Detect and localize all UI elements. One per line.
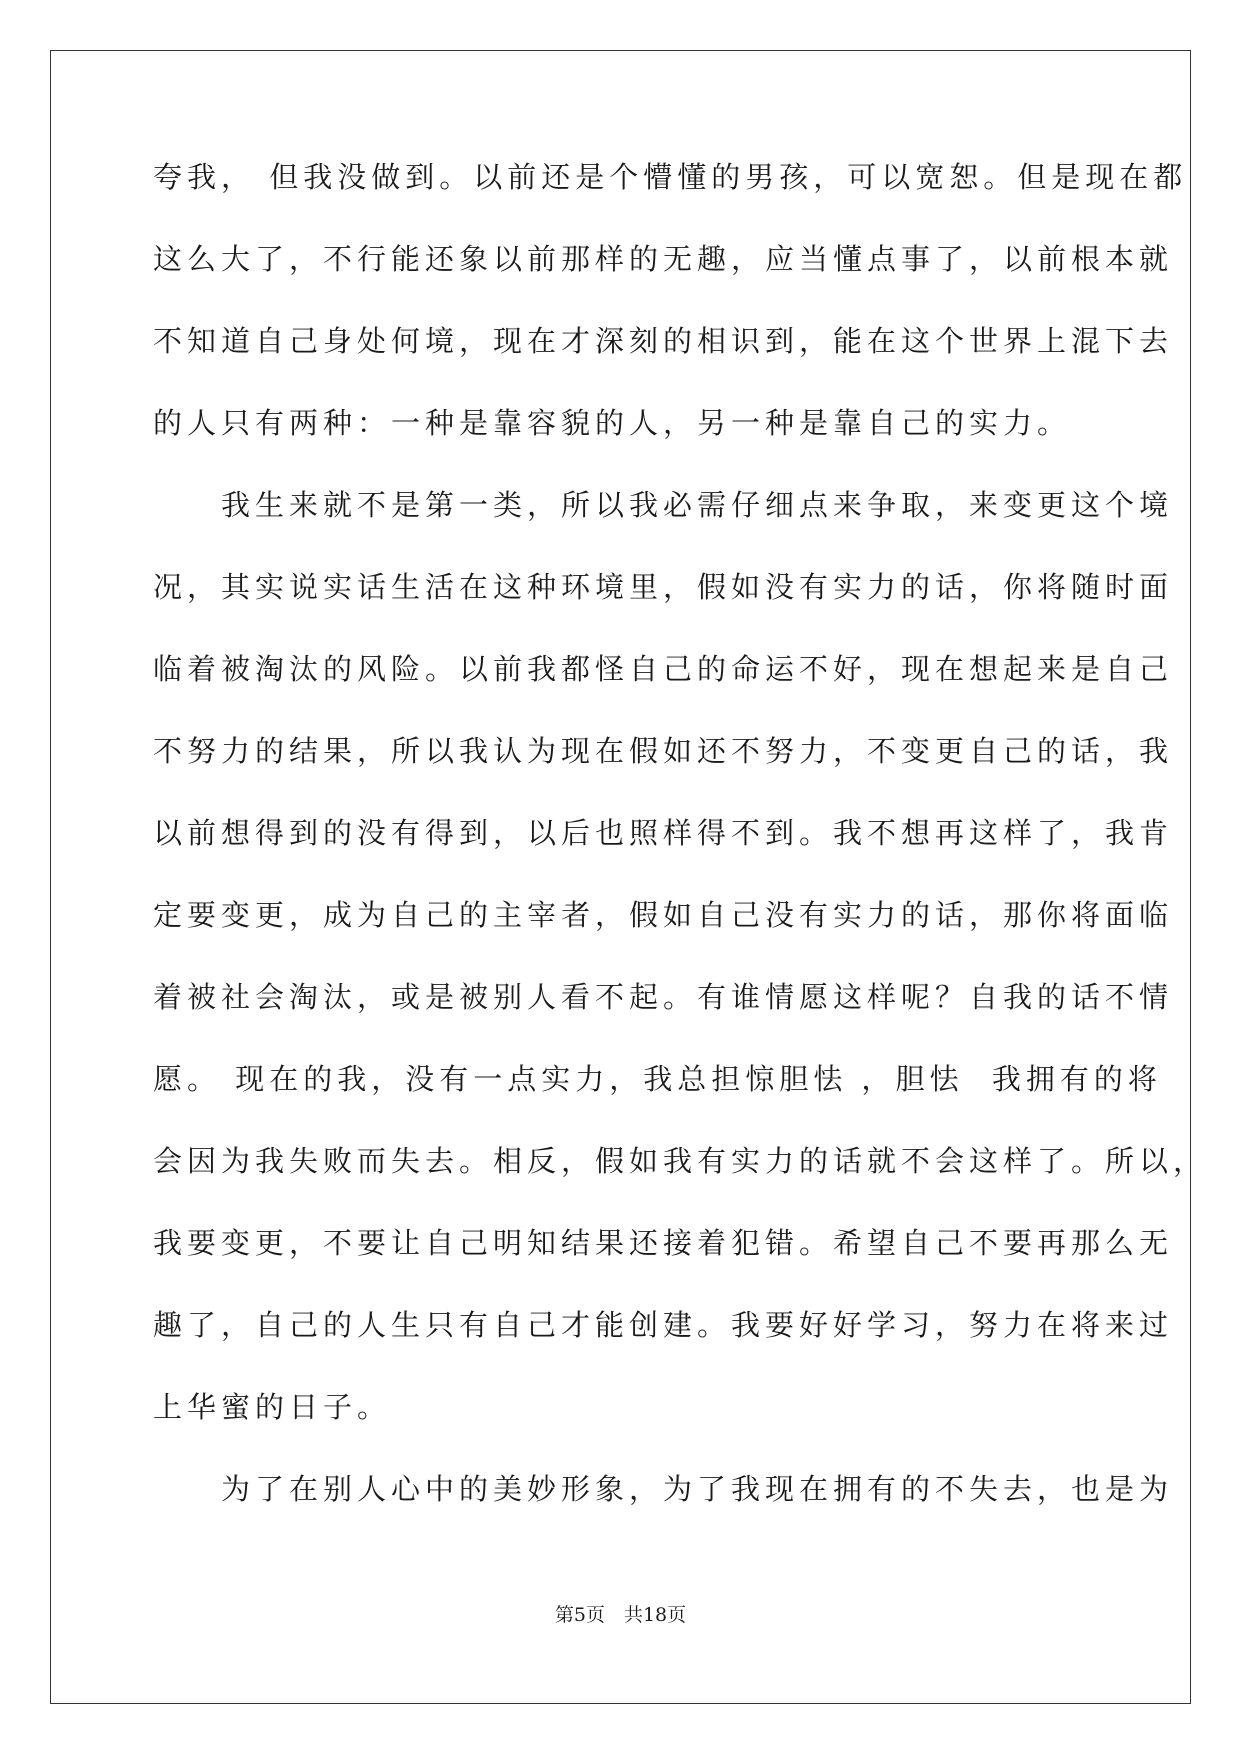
body-line: 夸我， 但我没做到。以前还是个懵懂的男孩，可以宽恕。但是现在都: [153, 160, 1188, 194]
body-line: 上华蜜的日子。: [153, 1390, 392, 1424]
body-line: 着被社会淘汰，或是被别人看不起。有谁情愿这样呢？自我的话不情: [153, 980, 1174, 1014]
body-line: 况，其实说实话生活在这种环境里，假如没有实力的话，你将随时面: [153, 570, 1174, 604]
body-line: 不努力的结果，所以我认为现在假如还不努力，不变更自己的话，我: [153, 734, 1174, 768]
body-line: 为了在别人心中的美妙形象，为了我现在拥有的不失去，也是为: [153, 1472, 1174, 1506]
body-line: 会因为我失败而失去。相反，假如我有实力的话就不会这样了。所以，: [153, 1144, 1208, 1178]
body-line: 我要变更，不要让自己明知结果还接着犯错。希望自己不要再那么无: [153, 1226, 1174, 1260]
body-line: 我生来就不是第一类，所以我必需仔细点来争取，来变更这个境: [153, 488, 1174, 522]
body-line: 趣了，自己的人生只有自己才能创建。我要好好学习，努力在将来过: [153, 1308, 1174, 1342]
body-line: 定要变更，成为自己的主宰者，假如自己没有实力的话，那你将面临: [153, 898, 1174, 932]
document-body: [153, 157, 1208, 1551]
body-line: 的人只有两种：一种是靠容貌的人，另一种是靠自己的实力。: [153, 406, 1072, 440]
body-line: 以前想得到的没有得到，以后也照样得不到。我不想再这样了，我肯: [153, 816, 1174, 850]
page-number-footer: 第5页 共18页: [554, 1604, 687, 1626]
body-line: 临着被淘汰的风险。以前我都怪自己的命运不好，现在想起来是自己: [153, 652, 1174, 686]
body-line: 愿。 现在的我，没有一点实力，我总担惊胆怯 ，胆怯 我拥有的将: [153, 1062, 1162, 1096]
body-line: 不知道自己身处何境，现在才深刻的相识到，能在这个世界上混下去: [153, 324, 1174, 358]
body-line: 这么大了，不行能还象以前那样的无趣，应当懂点事了，以前根本就: [153, 242, 1174, 276]
